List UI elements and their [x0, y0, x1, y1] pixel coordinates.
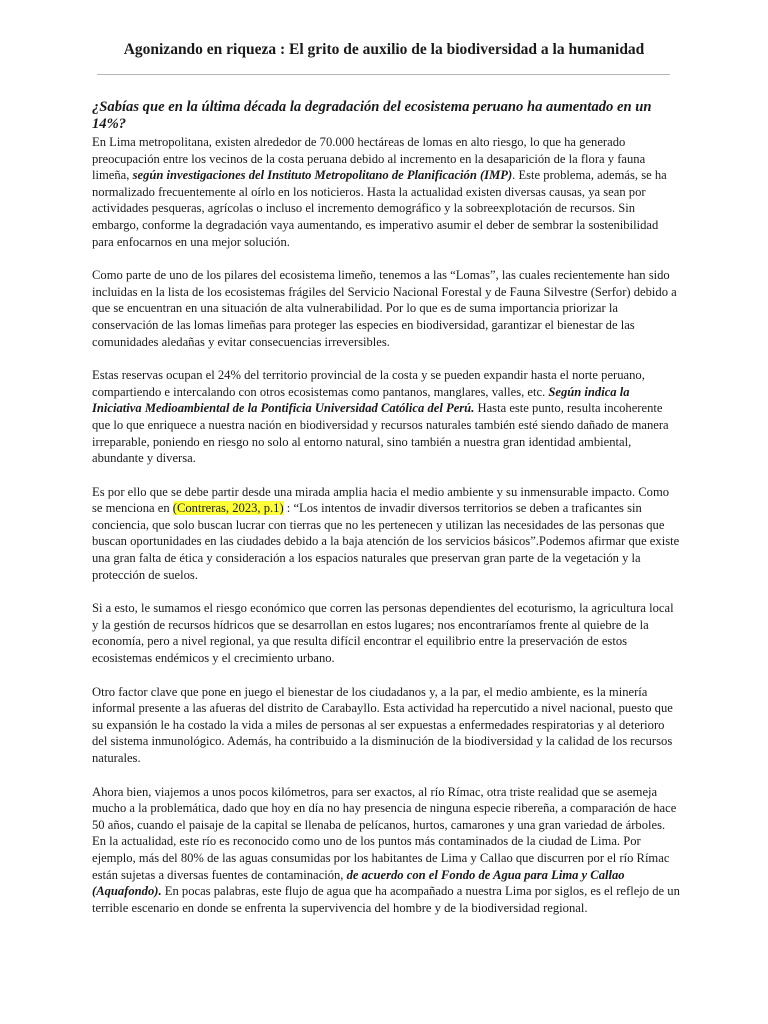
article-body	[92, 134, 682, 933]
paragraph-4	[92, 484, 682, 584]
citation-imp: según investigaciones del Instituto Metropolitano de Planificación (IMP)	[132, 168, 513, 183]
paragraph-6: Otro factor clave que pone en juego el bienestar de los ciudadanos y, a la par, el medio ambiente, es la minería informal presente a las afueras del distrito de Carabayllo. Esta actividad ha repercutido a nivel nacional, puesto que su expansión le ha costado la vida a miles de personas al ser expuestas a enfermedades respiratorias y al deterioro del sistema inmunológico. Además, ha contribuido a la disminución de la biodiversidad y la calidad de los recursos naturales.	[92, 684, 673, 765]
paragraph-4-text-a: Es por ello que se debe partir desde una mirada amplia hacia el medio ambiente y su inmensurable impacto. Como se menciona en	[92, 484, 670, 516]
paragraph-3-text-a: Estas reservas ocupan el 24% del territorio provincial de la costa y se pueden expandir hasta el norte peruano, compartiendo e intercalando con otros ecosistemas como pantanos, manglares, valles, etc.	[92, 368, 645, 399]
paragraph-7-text-c: En pocas palabras, este flujo de agua que ha acompañado a nuestra Lima por siglos, es el reflejo de un terrible escenario en donde se enfrenta la supervivencia del hombre y de la biodiversidad regional.	[92, 884, 680, 915]
paragraph-5: Si a esto, le sumamos el riesgo económico que corren las personas dependientes del ecoturismo, la agricultura local y la gestión de recursos hídricos que se desarrollan en estos lugares; nos encontraríamos frente al quiebre de la economía, pero a nivel regional, ya que resulta difícil encontrar el equilibrio entre la preservación de estos ecosistemas endémicos y el crecimiento urbano.	[92, 601, 674, 666]
citation-aquafondo: de acuerdo con el Fondo de Agua para Lima y Callao (Aquafondo).	[92, 867, 625, 899]
page-title: Agonizando en riqueza : El grito de auxilio de la biodiversidad a la humanidad	[123, 41, 645, 58]
paragraph-1-text-c: . Este problema, además, se ha normalizado frecuentemente al oírlo en los noticieros. Hasta la actualidad existen diversas causas, ya sean por actividades pesqueras, agrícolas o incluso el incremento demográfico y la sobreexplotación de recursos. Sin embargo, conforme la degradación vaya aumentando, es imperativo asumir el deber de sembrar la sostenibilidad para enfocarnos en una mejor solución.	[92, 168, 667, 249]
lead-question: ¿Sabías que en la última década la degradación del ecosistema peruano ha aumentado en un 14%?	[92, 99, 652, 132]
paragraph-7-text-a: Ahora bien, viajemos a unos pocos kilómetros, para ser exactos, al río Rímac, otra triste realidad que se asemeja mucho a la problemática, dado que hoy en día no hay presencia de ninguna especie ribereña, a comparación de hace 50 años, cuando el paisaje de la capital se llenaba de pelícanos, hurtos, camarones y una gran variedad de árboles. En la actualidad, este río es reconocido como uno de los puntos más contaminados de la ciudad de Lima. Por ejemplo, más del 80% de las aguas consumidas por los habitantes de Lima y Callao que discurren por el río Rímac están sujetas a diversas fuentes de contaminación,	[92, 784, 677, 882]
paragraph-4-text-c: : “Los intentos de invadir diversos territorios se deben a traficantes sin conciencia, que solo buscan lucrar con tierras que no les pertenecen y utilizan las necesidades de las personas que buscan oportunidades en las ciudades debido a la baja atención de los servicios básicos”.Podemos afirmar que existe una gran falta de ética y consideración a los espacios naturales que preservan gran parte de la vegetación y la protección de suelos.	[92, 501, 680, 582]
citation-pucp: Según indica la Iniciativa Medioambiental de la Pontificia Universidad Católica del Perú.	[92, 384, 630, 416]
paragraph-3-text-c: Hasta este punto, resulta incoherente que lo que enriquece a nuestra nación en biodiversidad y recursos naturales también esté siendo dañado de manera irreparable, poniendo en riesgo no solo al entorno natural, sino también a nuestra gran identidad ambiental, abundante y diversa.	[92, 401, 669, 466]
paragraph-2: Como parte de uno de los pilares del ecosistema limeño, tenemos a las “Lomas”, las cuales recientemente han sido incluidas en la lista de los ecosistemas frágiles del Servicio Nacional Forestal y de Fauna Silvestre (Serfor) debido a que se encuentran en una situación de alta vulnerabilidad. Por lo que es de suma importancia priorizar la conservación de las lomas limeñas para proteger las especies en biodiversidad, garantizar el bienestar de las comunidades aledañas y evitar consecuencias irreversibles.	[92, 268, 677, 349]
title-divider	[97, 74, 670, 75]
paragraph-7	[92, 784, 682, 917]
paragraph-3	[92, 367, 682, 467]
paragraph-1-text-a: En Lima metropolitana, existen alrededor de 70.000 hectáreas de lomas en alto riesgo, lo que ha generado preocupación entre los vecinos de la costa peruana debido al incremento en la desaparición de la flora y fauna limeña,	[92, 135, 646, 183]
paragraph-1	[92, 134, 682, 250]
highlighted-citation: (Contreras, 2023, p.1)	[172, 501, 284, 516]
